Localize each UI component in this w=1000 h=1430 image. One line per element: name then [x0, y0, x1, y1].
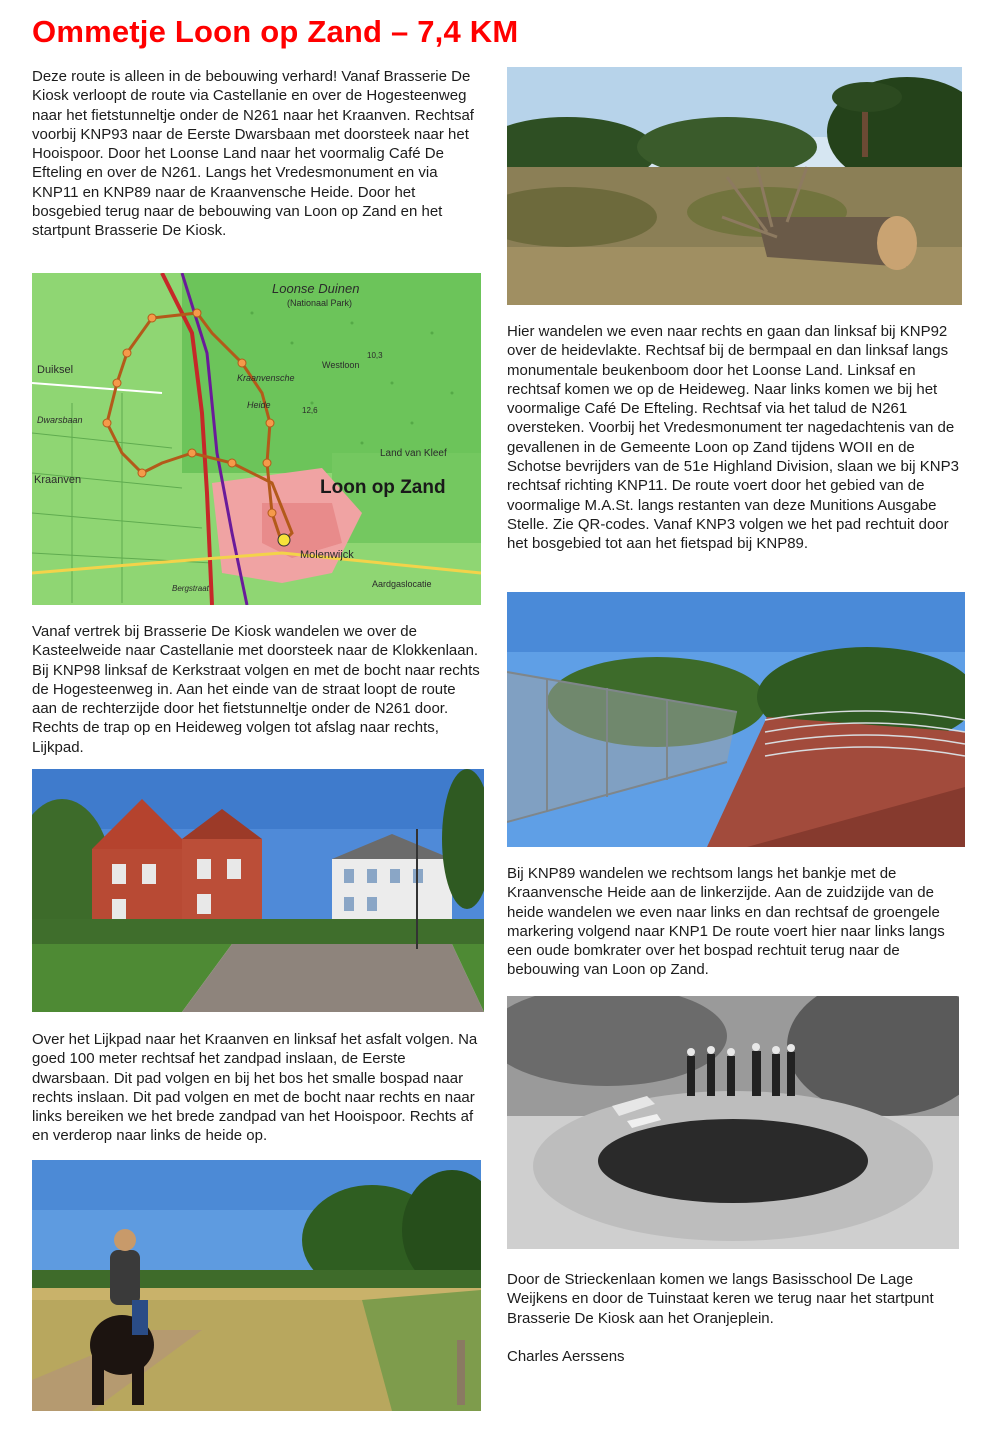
map-label-land-van-kleef: Land van Kleef	[380, 448, 447, 459]
map-label-duiksel: Duiksel	[37, 364, 74, 376]
bomb-crater-photo	[507, 996, 959, 1249]
map-label-westloon: Westloon	[322, 360, 360, 370]
map-label-bergstraat: Bergstraat	[172, 584, 209, 593]
map-label-loon-op-zand: Loon op Zand	[320, 477, 446, 498]
author: Charles Aerssens	[507, 1348, 625, 1365]
end-paragraph: Door de Strieckenlaan komen we langs Basisschool De Lage Weijkens en door de Tuinstaat keren we terug naar het startpunt Brasserie De Kiosk aan het Oranjeplein.	[507, 1271, 934, 1327]
map-label-elevation-1: 10,3	[367, 351, 383, 360]
route-map	[32, 273, 481, 605]
map-label-elevation-2: 12,6	[302, 406, 318, 415]
bridge-photo	[507, 592, 965, 847]
map-label-dwarsbaan: Dwarsbaan	[37, 415, 83, 425]
heide-paragraph: Hier wandelen we even naar rechts en gaan dan linksaf bij KNP92 over de heidevlakte. Rechtsaf bij de bermpaal en dan linksaf langs monumentale beukenboom door het Loonse Land. Linksaf en rechtsaf komen we op de Heideweg. Naar links komen we bij het voormalige Café De Efteling. Rechtsaf via het talud de N261 oversteken. Voorbij het Vredesmonument ter nagedachtenis van de gevallenen in de Gemeente Loon op Zand tijdens WOII en de Schotse bevrijders van de 51e Highland Division, slaan we bij KNP3 rechtsaf richting KNP11. De route voert door het gebied van de voormalige M.A.St. langs restanten van deze Munitions Ausgabe Stelle. Zie QR-codes. Vanaf KNP3 volgen we het pad rechtuit door het bosgebied tot aan het fietspad bij KNP89.	[507, 323, 959, 553]
map-label-aardgaslocatie: Aardgaslocatie	[372, 579, 432, 589]
heath-log-photo	[507, 67, 962, 305]
knp89-paragraph: Bij KNP89 wandelen we rechtsom langs het bankje met de Kraanvensche Heide aan de linkerzijde. Aan de zuidzijde van de heide wandelen we even naar links en dan rechtsaf de groengele markering volgend naar KNP1 De route voert hier naar links langs een oude bomkrater over het bospad rechtuit terug naar de bebouwing van Loon op Zand.	[507, 865, 945, 979]
map-label-heide: Heide	[247, 400, 271, 410]
map-label-kraanven: Kraanven	[34, 474, 82, 486]
page-title: Ommetje Loon op Zand – 7,4 KM	[32, 14, 519, 49]
lijkpad-paragraph: Over het Lijkpad naar het Kraanven en linksaf het asfalt volgen. Na goed 100 meter rechtsaf het zandpad inslaan, de Eerste dwarsbaan. Dit pad volgen en bij het bos het smalle bospad naar rechts inslaan. Dit pad volgen en met de bocht naar rechts en naar links bereiken we het brede zandpad van het Hooispoor. Rechts af en verderop naar links de heide op.	[32, 1031, 478, 1145]
map-label-molenwijck: Molenwijck	[300, 549, 354, 561]
intro-paragraph: Deze route is alleen in de bebouwing verhard! Vanaf Brasserie De Kiosk verloopt de route via Castellanie en over de Hogesteenweg naar het fietstunneltje onder de N261 naar het Kraanven. Rechtsaf voorbij KNP93 naar de Eerste Dwarsbaan met doorsteek naar het Hooispoor. Door het Loonse Land naar het voormalig Café De Efteling en over de N261. Langs het Vredesmonument en via KNP11 en KNP89 naar de Kraanvensche Heide. Door het bosgebied terug naar de bebouwing van Loon op Zand en het startpunt Brasserie De Kiosk.	[32, 68, 474, 240]
horse-rider-photo	[32, 1160, 481, 1411]
map-label-national-park: (Nationaal Park)	[287, 298, 353, 308]
villa-photo	[32, 769, 484, 1012]
map-label-kraanvensche: Kraanvensche	[237, 373, 295, 383]
map-label-loonse-duinen: Loonse Duinen	[272, 281, 360, 296]
start-paragraph: Vanaf vertrek bij Brasserie De Kiosk wandelen we over de Kasteelweide naar Castellanie met doorsteek naar de Klokkenlaan. Bij KNP98 linksaf de Kerkstraat volgen en met de bocht naar rechts de Hogesteenweg in. Aan het einde van de straat loopt de route aan de rechterzijde door het fietstunneltje onder de N261 door. Rechts de trap op en Heideweg volgen tot afslag naar rechts, Lijkpad.	[32, 623, 480, 756]
